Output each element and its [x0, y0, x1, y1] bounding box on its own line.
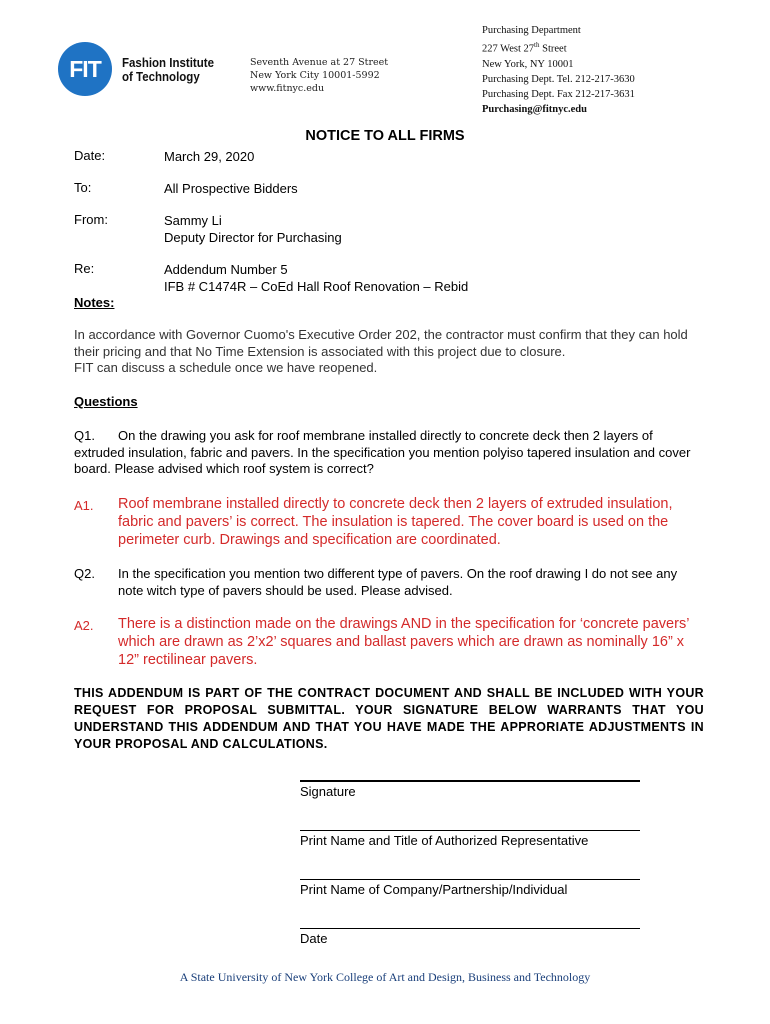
from-label: From: — [74, 212, 108, 227]
institution-name — [122, 56, 214, 84]
addendum-notice: THIS ADDENDUM IS PART OF THE CONTRACT DOCUMENT AND SHALL BE INCLUDED WITH YOUR REQUEST FOR PROPOSAL SUBMITTAL. YOUR SIGNATURE BELOW WARRANTS THAT YOU UNDERSTAND THIS ADDENDUM AND THAT YOU HAVE MADE THE APPRORIATE ADJUSTMENTS IN YOUR PROPOSAL AND CALCULATIONS. — [74, 686, 704, 751]
street-sup: th — [534, 41, 540, 49]
purchasing-contact — [482, 23, 635, 117]
purchasing-email[interactable]: Purchasing@fitnyc.edu — [482, 103, 587, 115]
to-value: All Prospective Bidders — [164, 181, 298, 196]
campus-city: New York City 10001-5992 — [250, 70, 380, 81]
re-label: Re: — [74, 261, 95, 276]
campus-website: www.fitnyc.edu — [250, 83, 325, 94]
company-line[interactable] — [300, 879, 640, 880]
q1-text: On the drawing you ask for roof membrane installed directly to concrete deck then 2 layers of extruded insulation, fabric and pavers. In the specification you mention polyiso tapered insulation and cover board. Please advised which roof system is correct? — [74, 428, 691, 476]
footer-tagline: A State University of New York College of Art and Design, Business and Technology — [179, 970, 591, 984]
to-label: To: — [74, 180, 92, 195]
date-value: March 29, 2020 — [164, 149, 255, 164]
notes-text — [74, 327, 714, 377]
notes-line1: In accordance with Governor Cuomo's Executive Order 202, the contractor must confirm that they can hold their pricing and that No Time Extension is associated with this project due to closure. — [74, 327, 688, 359]
purchasing-tel: Purchasing Dept. Tel. 212-217-3630 — [482, 73, 635, 85]
representative-label: Print Name and Title of Authorized Representative — [300, 833, 589, 848]
purchasing-city: New York, NY 10001 — [482, 58, 574, 70]
institution-name-line2: of Technology — [122, 70, 200, 84]
q2-number: Q2. — [74, 566, 95, 581]
representative-line[interactable] — [300, 830, 640, 831]
from-value — [164, 212, 342, 246]
re-line2: IFB # C1474R – CoEd Hall Roof Renovation – Rebid — [164, 279, 469, 294]
q1-number: Q1. — [74, 428, 95, 443]
signature-line[interactable] — [300, 780, 640, 782]
institution-name-line1: Fashion Institute — [122, 56, 214, 70]
a2-text: There is a distinction made on the drawings AND in the specification for ‘concrete pavers’ which are drawn as 2’x2’ squares and ballast pavers which are drawn as nominally 16” x 12” rectilinear pavers. — [118, 616, 689, 668]
question-1 — [74, 428, 704, 478]
campus-address — [250, 56, 388, 95]
signature-label: Signature — [300, 784, 356, 799]
street-prefix: 227 West 27 — [482, 43, 535, 55]
a1-text: Roof membrane installed directly to concrete deck then 2 layers of extruded insulation, fabric and pavers’ is correct. The insulation is tapered. The cover board is used on the perimeter curb. Drawings and specification are coordinated. — [118, 496, 673, 548]
answer-1 — [74, 495, 704, 549]
purchasing-fax: Purchasing Dept. Fax 212-217-3631 — [482, 88, 635, 100]
notice-title: NOTICE TO ALL FIRMS — [305, 128, 465, 144]
campus-street: Seventh Avenue at 27 Street — [250, 57, 389, 68]
questions-label: Questions — [74, 394, 138, 409]
a1-number: A1. — [74, 498, 94, 513]
date-label: Date: — [74, 148, 106, 163]
company-label: Print Name of Company/Partnership/Individual — [300, 882, 568, 897]
answer-2 — [74, 615, 704, 669]
fit-logo-mark: FIT — [58, 42, 112, 96]
street-suffix: Street — [539, 43, 567, 55]
re-value — [164, 261, 468, 295]
a2-number: A2. — [74, 618, 94, 633]
purchasing-dept: Purchasing Department — [482, 25, 581, 36]
date-sign-label: Date — [300, 931, 328, 946]
notes-line2: FIT can discuss a schedule once we have reopened. — [74, 360, 378, 375]
from-name: Sammy Li — [164, 213, 222, 228]
from-title: Deputy Director for Purchasing — [164, 230, 342, 245]
purchasing-street — [482, 38, 635, 57]
q2-text: In the specification you mention two different type of pavers. On the roof drawing I do not see any note witch type of pavers should be used. Please advised. — [118, 566, 678, 598]
re-line1: Addendum Number 5 — [164, 262, 288, 277]
question-2 — [74, 566, 704, 599]
notes-label: Notes: — [74, 295, 115, 310]
date-line[interactable] — [300, 928, 640, 929]
